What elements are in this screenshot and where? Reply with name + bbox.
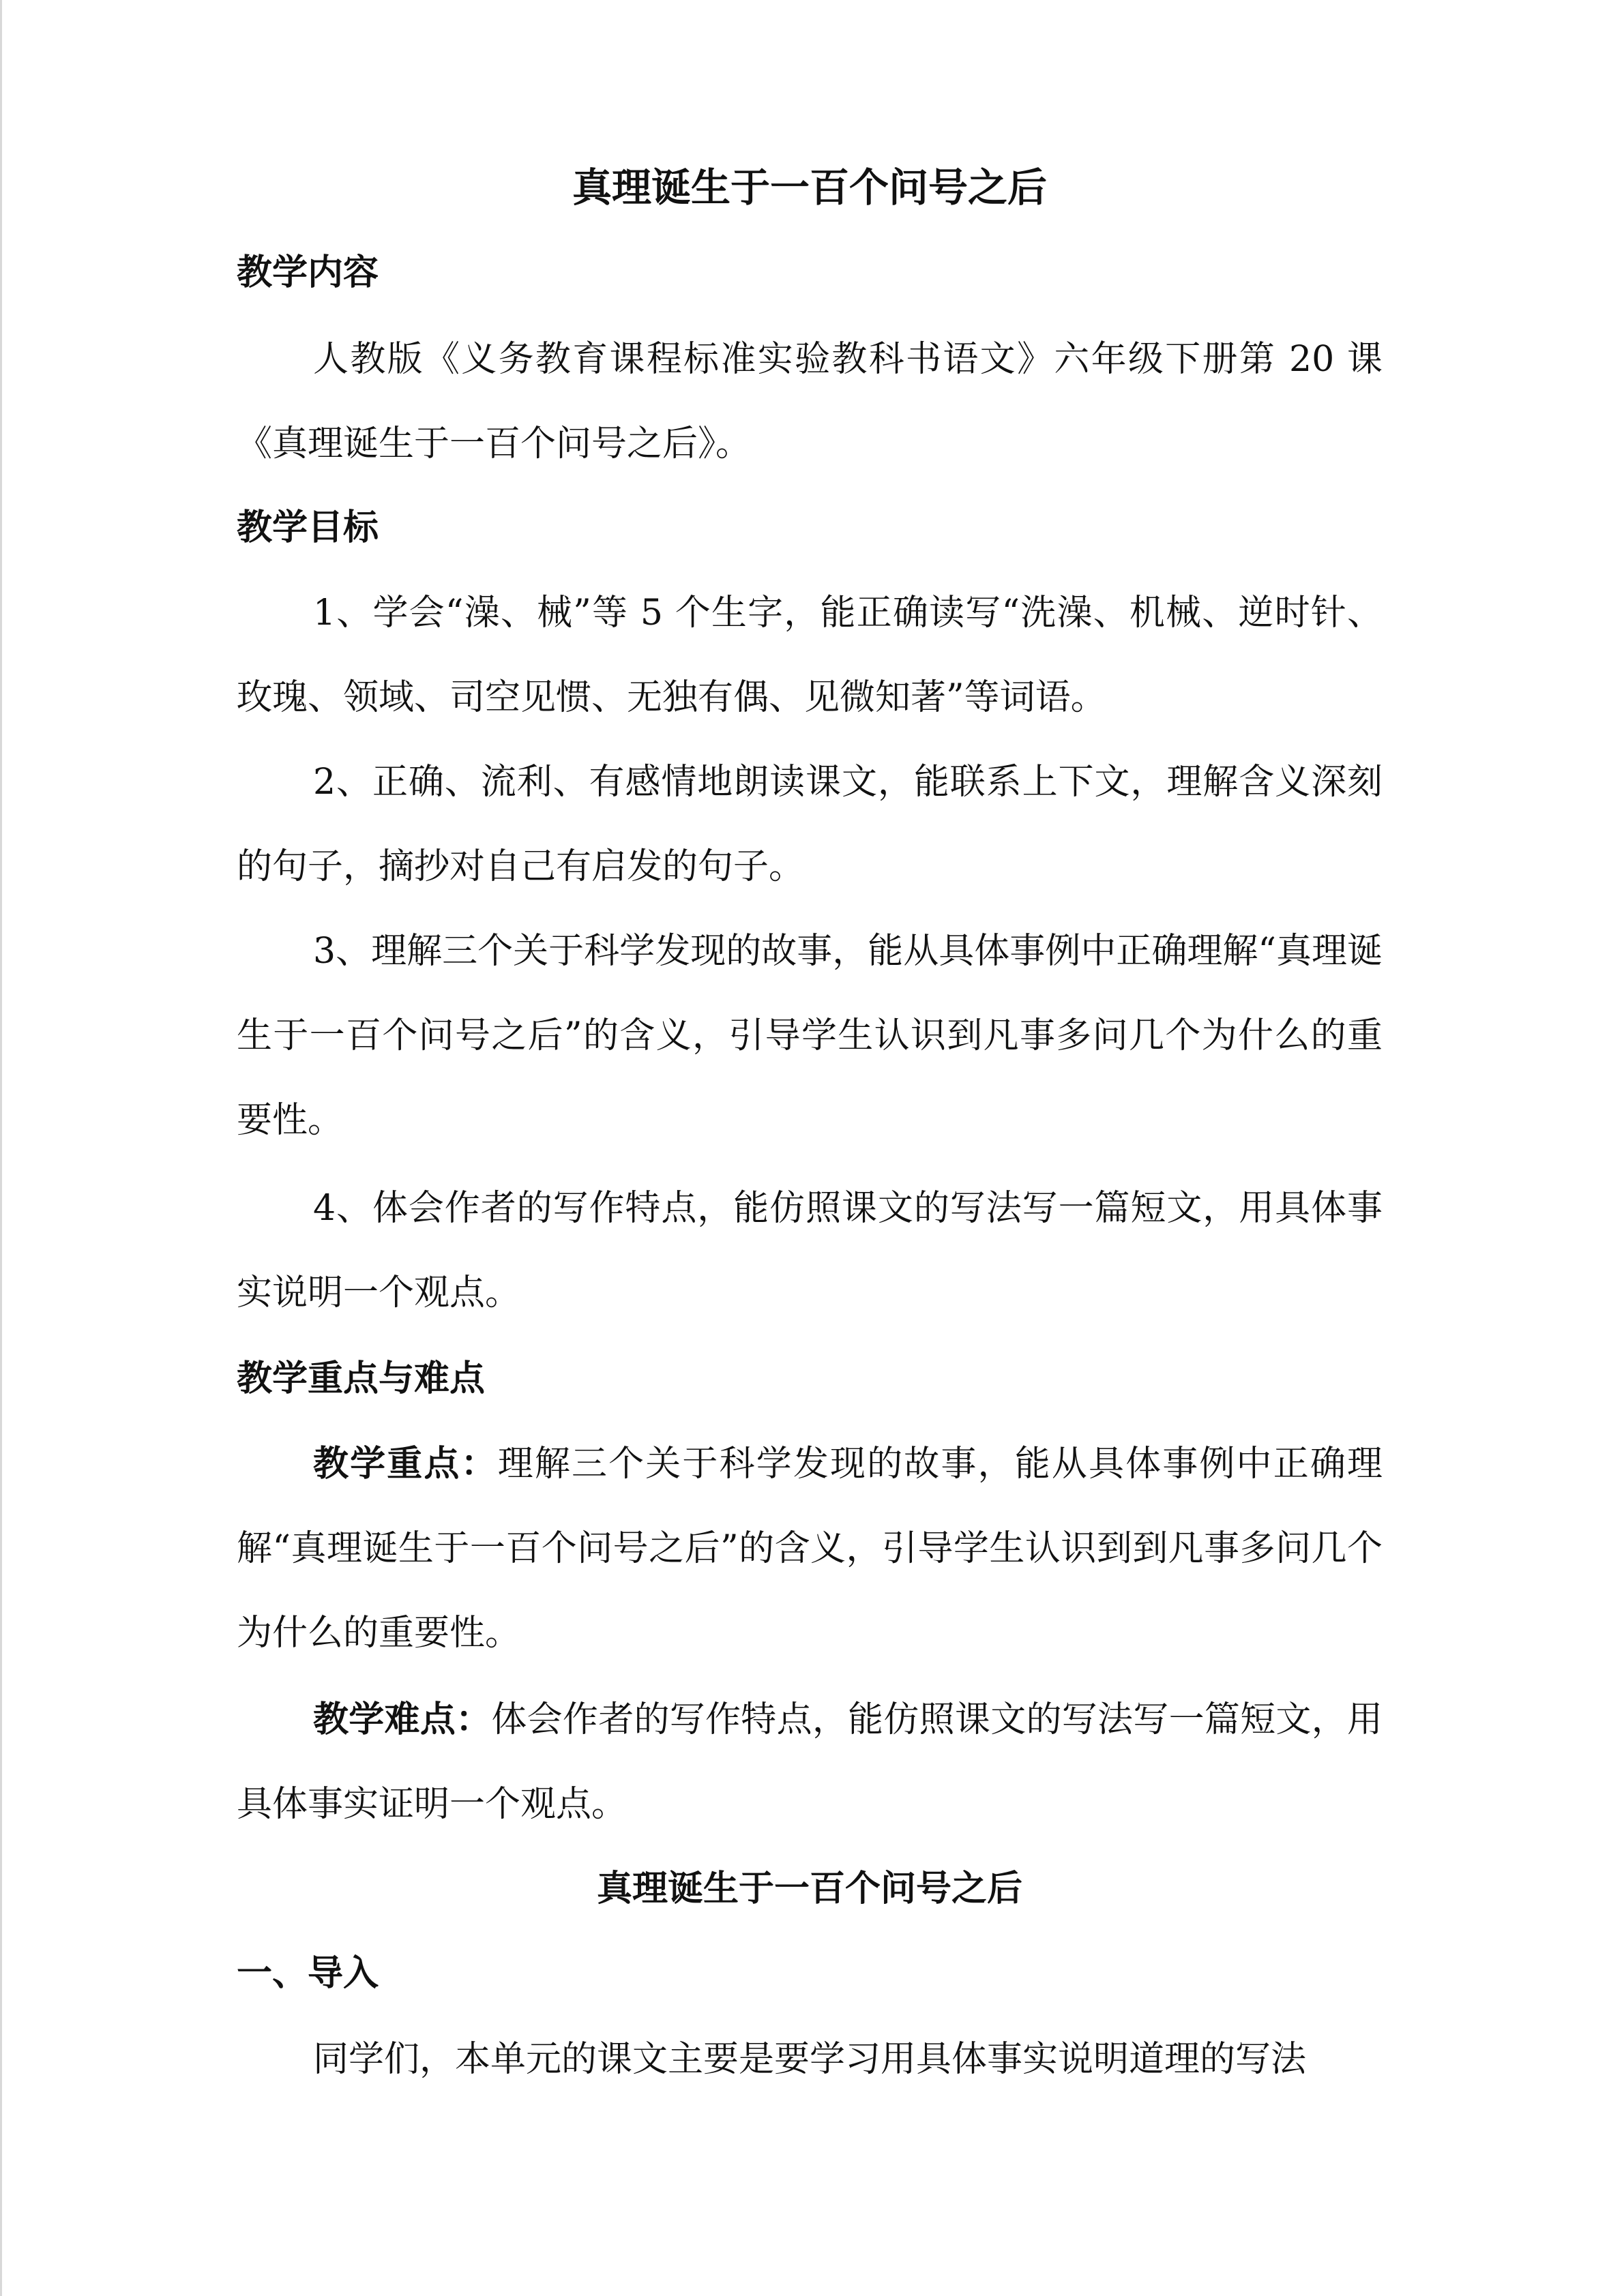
focus-label: 教学重点： [313,1443,498,1485]
goal-item-2: 2、正确、流利、有感情地朗读课文，能联系上下文，理解含义深刻的句子，摘抄对自己有启发的句子。 [237,762,1383,887]
goal-item-3: 3、理解三个关于科学发现的故事，能从具体事例中正确理解“真理诞生于一百个问号之后”的含义，引导学生认识到凡事多问几个为什么的重要性。 [237,931,1383,1141]
difficulty-label: 教学难点： [313,1699,492,1740]
lesson-title: 真理诞生于一百个问号之后 [596,1868,1022,1909]
focus-text: 理解三个关于科学发现的故事，能从具体事例中正确理解“真理诞生于一百个问号之后”的含义，引导学生认识到到凡事多问几个为什么的重要性。 [237,1444,1383,1654]
goal-item-1: 1、学会“澡、械”等 5 个生字，能正确读写“洗澡、机械、逆时针、玫瑰、领域、司空见惯、无独有偶、见微知著”等词语。 [237,593,1383,718]
content-paragraph: 人教版《义务教育课程标准实验教科书语文》六年级下册第 20 课《真理诞生于一百个问号之后》。 [237,339,1383,464]
goal-item-4: 4、体会作者的写作特点，能仿照课文的写法写一篇短文，用具体事实说明一个观点。 [237,1188,1383,1313]
difficulty-paragraph [237,1678,1383,1847]
heading-content: 教学内容 [237,252,379,293]
heading-goals: 教学目标 [237,507,379,548]
difficulty-text: 体会作者的写作特点，能仿照课文的写法写一篇短文，用具体事实证明一个观点。 [237,1699,1383,1825]
heading-part-one: 一、导入 [237,1952,379,1994]
focus-paragraph [237,1422,1383,1675]
heading-key-points: 教学重点与难点 [237,1358,486,1399]
part-one-paragraph: 同学们，本单元的课文主要是要学习用具体事实说明道理的写法 [313,2039,1307,2080]
document-title: 真理诞生于一百个问号之后 [572,164,1047,211]
